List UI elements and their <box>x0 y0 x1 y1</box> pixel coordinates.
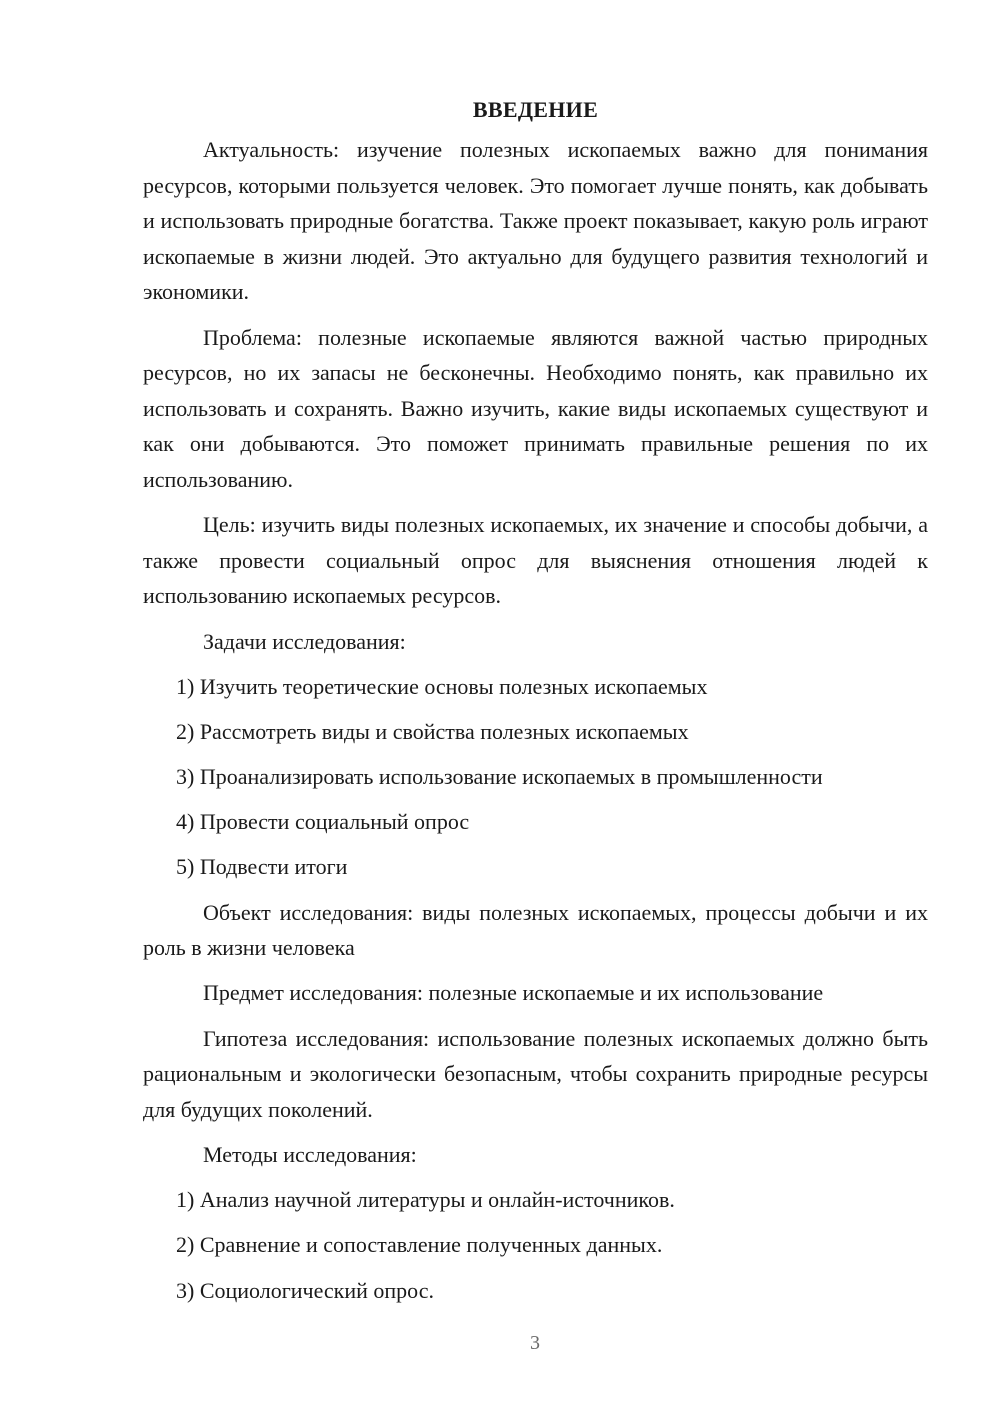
task-item: 1) Изучить теоретические основы полезных ископаемых <box>176 673 708 699</box>
task-item: 3) Проанализировать использование ископаемых в промышленности <box>176 764 823 790</box>
method-item: 1) Анализ научной литературы и онлайн-источников. <box>176 1187 675 1213</box>
task-item: 4) Провести социальный опрос <box>176 809 470 835</box>
relevance-paragraph: Актуальность: изучение полезных ископаемых важно для понимания ресурсов, которыми пользуется человек. Это помогает лучше понять, как добывать и использовать природные богатства. Также проект показывает, какую роль играют ископаемые в жизни людей. Это актуально для будущего развития технологий и экономики. <box>143 137 928 305</box>
page-number: 3 <box>530 1332 540 1354</box>
object-paragraph: Объект исследования: виды полезных ископаемых, процессы добычи и их роль в жизни человека <box>143 899 928 961</box>
problem-paragraph: Проблема: полезные ископаемые являются важной частью природных ресурсов, но их запасы не бесконечны. Необходимо понять, как правильно их использовать и сохранять. Важно изучить, какие виды ископаемых существуют и как они добываются. Это поможет принимать правильные решения по их использованию. <box>143 324 928 492</box>
methods-title: Методы исследования: <box>203 1141 417 1167</box>
document-page <box>143 92 928 1318</box>
tasks-title: Задачи исследования: <box>203 628 406 654</box>
hypothesis-paragraph: Гипотеза исследования: использование полезных ископаемых должно быть рациональным и экологически безопасным, чтобы сохранить природные ресурсы для будущих поколений. <box>143 1025 928 1122</box>
task-item: 2) Рассмотреть виды и свойства полезных ископаемых <box>176 718 689 744</box>
goal-paragraph: Цель: изучить виды полезных ископаемых, их значение и способы добычи, а также провести социальный опрос для выяснения отношения людей к использованию ископаемых ресурсов. <box>143 512 928 609</box>
section-heading: ВВЕДЕНИЕ <box>472 97 599 122</box>
method-item: 2) Сравнение и сопоставление полученных данных. <box>176 1232 663 1258</box>
subject-paragraph: Предмет исследования: полезные ископаемые и их использование <box>203 980 824 1006</box>
task-item: 5) Подвести итоги <box>176 854 348 880</box>
method-item: 3) Социологический опрос. <box>176 1277 434 1303</box>
